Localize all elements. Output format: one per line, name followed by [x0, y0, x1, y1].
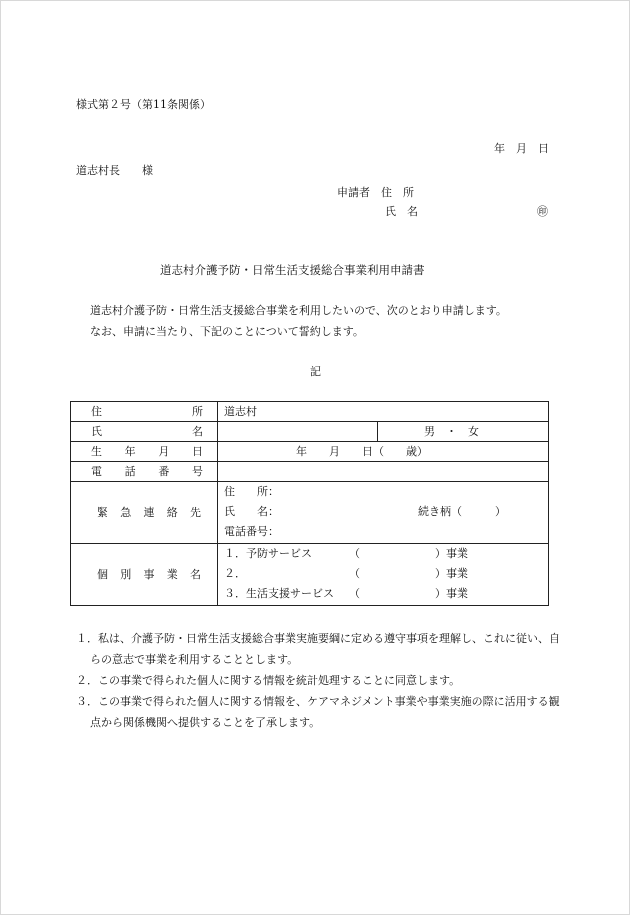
birth-label: 生 年 月 日	[71, 442, 218, 462]
intro-line-1: 道志村介護予防・日常生活支援総合事業を利用したいので、次のとおり申請します。	[90, 304, 507, 317]
service-list[interactable]	[218, 544, 549, 606]
service-label: 個 別 事 業 名	[71, 544, 218, 606]
service-1-open: （	[349, 547, 360, 560]
agreement-item-2: ２．この事業で得られた個人に関する情報を統計処理することに同意します。	[76, 674, 461, 687]
table-row-name	[71, 422, 549, 442]
sex-field[interactable]: 男 ・ 女	[378, 422, 549, 442]
service-1-name: １．予防サービス	[224, 547, 312, 560]
service-3-close: ）事業	[435, 587, 468, 600]
application-table	[70, 401, 549, 606]
intro-line-2: なお、申請に当たり、下記のことについて誓約します。	[90, 325, 364, 338]
service-3-open: （	[349, 587, 360, 600]
form-number: 様式第２号（第11条関係）	[76, 98, 211, 111]
addressee: 道志村長 様	[76, 164, 153, 177]
agreement-item-1: １．私は、介護予防・日常生活支援総合事業実施要綱に定める遵守事項を理解し、これに従い、自らの意志で事業を利用することとします。	[76, 632, 560, 666]
address-label: 住 所	[71, 402, 218, 422]
table-row-address	[71, 402, 549, 422]
service-2-close: ）事業	[435, 567, 468, 580]
table-row-phone	[71, 462, 549, 482]
phone-value[interactable]	[218, 462, 549, 482]
agreement-list	[76, 628, 562, 733]
relation-field: 続き柄（ ）	[418, 505, 506, 518]
applicant-address-label: 申請者 住 所	[337, 186, 414, 199]
emergency-phone: 電話番号：	[224, 525, 279, 538]
table-row-birth	[71, 442, 549, 462]
applicant-name-label: 氏 名	[385, 205, 418, 218]
emergency-address: 住 所：	[224, 485, 279, 498]
ki-heading: 記	[310, 365, 321, 378]
address-value[interactable]: 道志村	[218, 402, 549, 422]
emergency-label: 緊 急 連 絡 先	[71, 482, 218, 544]
birth-value[interactable]: 年 月 日（ 歳）	[218, 442, 549, 462]
agreement-item-3: ３．この事業で得られた個人に関する情報を、ケアマネジメント事業や事業実施の際に活用する観点から関係機関へ提供することを了承します。	[76, 695, 560, 729]
service-2-open: （	[349, 567, 360, 580]
service-2-name: ２．	[224, 567, 246, 580]
table-row-emergency	[71, 482, 549, 544]
emergency-name: 氏 名：	[224, 505, 279, 518]
table-row-services	[71, 544, 549, 606]
name-value[interactable]	[218, 422, 378, 442]
date-line: 年 月 日	[494, 142, 549, 155]
emergency-contact[interactable]	[218, 482, 549, 544]
name-label: 氏 名	[71, 422, 218, 442]
document-title: 道志村介護予防・日常生活支援総合事業利用申請書	[160, 263, 425, 277]
service-3-name: ３．生活支援サービス	[224, 587, 334, 600]
service-1-close: ）事業	[435, 547, 468, 560]
phone-label: 電 話 番 号	[71, 462, 218, 482]
seal-icon: ㊞	[537, 205, 548, 218]
